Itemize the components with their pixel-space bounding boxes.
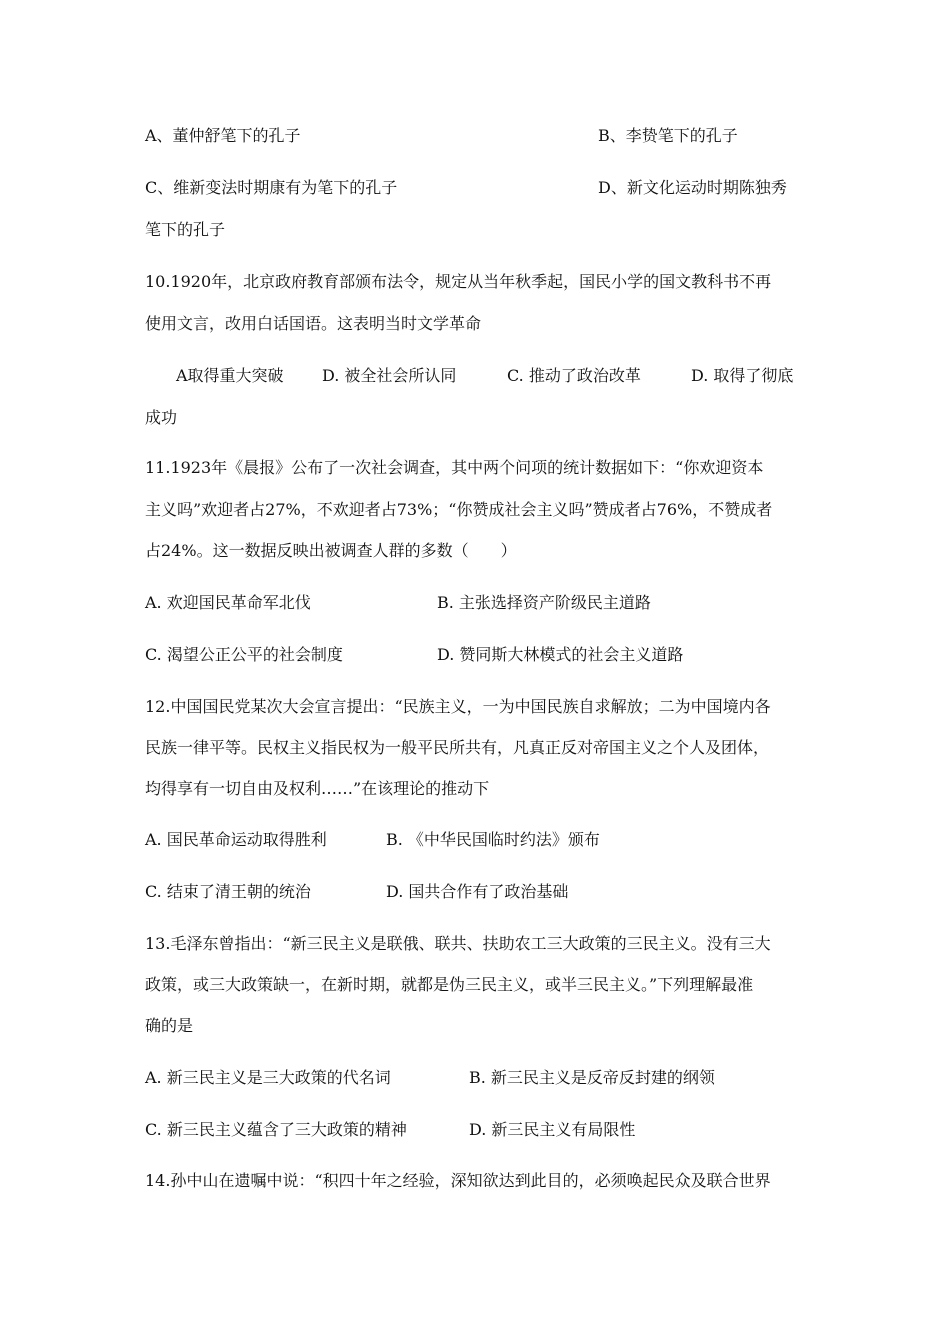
q11-stem-line-1: 11.1923年《晨报》公布了一次社会调查，其中两个问项的统计数据如下：“你欢迎资本 xyxy=(145,458,764,477)
q10-stem-line-1: 10.1920年，北京政府教育部颁布法令，规定从当年秋季起，国民小学的国文教科书不再 xyxy=(145,272,772,291)
q12-stem-line-1: 12.中国国民党某次大会宣言提出：“民族主义，一为中国民族自求解放；二为中国境内各 xyxy=(145,697,771,716)
q13-stem-line-1: 13.毛泽东曾指出：“新三民主义是联俄、联共、扶助农工三大政策的三民主义。没有三大 xyxy=(145,934,771,953)
q12-stem-line-2: 民族一律平等。民权主义指民权为一般平民所共有，凡真正反对帝国主义之个人及团体， xyxy=(145,738,770,757)
q11-option-b: B. 主张选择资产阶级民主道路 xyxy=(437,593,651,612)
q13-option-c: C. 新三民主义蕴含了三大政策的精神 xyxy=(145,1120,407,1139)
q11-stem-line-2: 主义吗”欢迎者占27%，不欢迎者占73%；“你赞成社会主义吗”赞成者占76%，不赞成者 xyxy=(145,500,773,519)
q12-option-b: B. 《中华民国临时约法》颁布 xyxy=(386,830,600,849)
q9-option-b: B、李贽笔下的孔子 xyxy=(598,126,738,145)
q12-option-a: A. 国民革命运动取得胜利 xyxy=(145,830,327,849)
q13-option-d: D. 新三民主义有局限性 xyxy=(469,1120,636,1139)
q12-stem-line-3: 均得享有一切自由及权利……”在该理论的推动下 xyxy=(145,779,490,798)
q11-option-a: A. 欢迎国民革命军北伐 xyxy=(145,593,311,612)
q10-option-c: C. 推动了政治改革 xyxy=(507,366,641,385)
q12-option-d: D. 国共合作有了政治基础 xyxy=(386,882,569,901)
q10-option-d: D. 取得了彻底 xyxy=(691,366,794,385)
q13-stem-line-2: 政策，或三大政策缺一，在新时期，就都是伪三民主义，或半三民主义。”下列理解最准 xyxy=(145,975,754,994)
q10-stem-line-2: 使用文言，改用白话国语。这表明当时文学革命 xyxy=(145,314,482,333)
q10-option-d-continued: 成功 xyxy=(145,408,178,427)
q13-option-a: A. 新三民主义是三大政策的代名词 xyxy=(145,1068,391,1087)
q9-option-d-continued: 笔下的孔子 xyxy=(145,220,226,239)
q13-stem-line-3: 确的是 xyxy=(145,1016,194,1035)
q13-option-b: B. 新三民主义是反帝反封建的纲领 xyxy=(469,1068,715,1087)
q9-option-d: D、新文化运动时期陈独秀 xyxy=(598,178,787,197)
q9-option-c: C、维新变法时期康有为笔下的孔子 xyxy=(145,178,398,197)
q14-stem-line-1: 14.孙中山在遗嘱中说：“积四十年之经验，深知欲达到此目的，必须唤起民众及联合世界 xyxy=(145,1171,771,1190)
q10-option-a: A取得重大突破 xyxy=(176,366,284,385)
q11-option-c: C. 渴望公正公平的社会制度 xyxy=(145,645,343,664)
q11-option-d: D. 赞同斯大林模式的社会主义道路 xyxy=(437,645,684,664)
q10-option-b: D. 被全社会所认同 xyxy=(322,366,457,385)
q11-stem-line-3: 占24%。这一数据反映出被调查人群的多数（ ） xyxy=(145,541,517,560)
q12-option-c: C. 结束了清王朝的统治 xyxy=(145,882,311,901)
q9-option-a: A、董仲舒笔下的孔子 xyxy=(145,126,301,145)
